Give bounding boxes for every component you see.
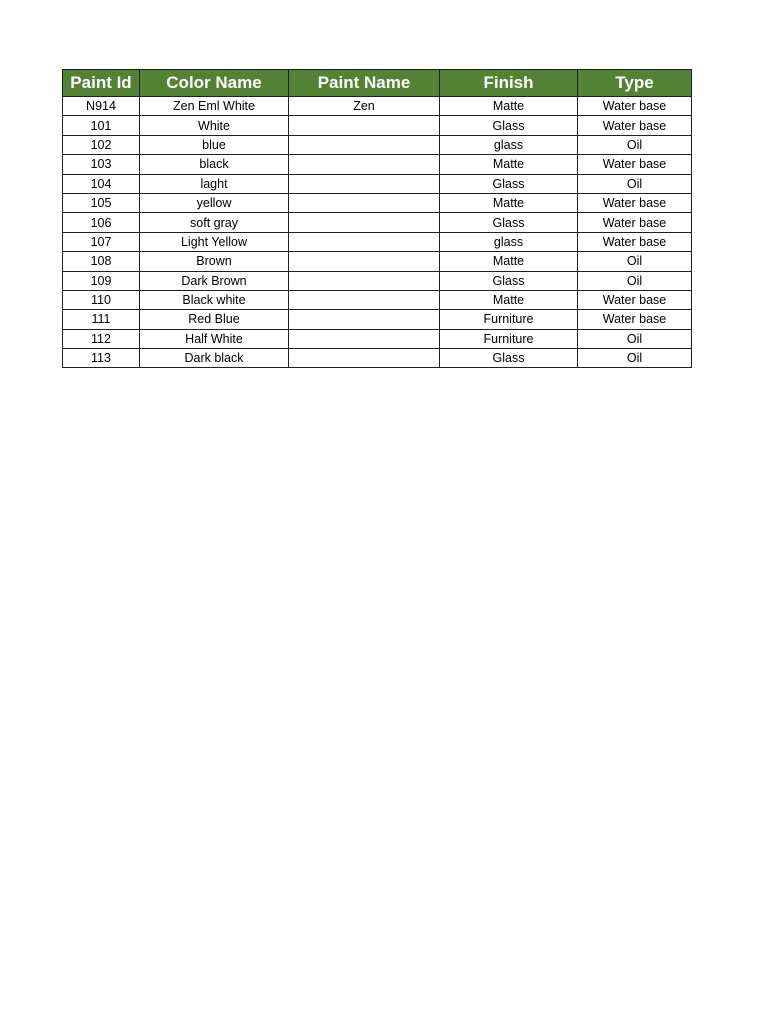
cell-type[interactable]: Water base — [578, 116, 692, 135]
header-finish[interactable]: Finish — [440, 70, 578, 97]
cell-color-name[interactable]: soft gray — [140, 213, 289, 232]
cell-color-name[interactable]: laght — [140, 174, 289, 193]
cell-color-name[interactable]: Dark Brown — [140, 271, 289, 290]
cell-color-name[interactable]: Zen Eml White — [140, 97, 289, 116]
cell-paint-name[interactable] — [289, 135, 440, 154]
cell-finish[interactable]: Matte — [440, 193, 578, 212]
cell-finish[interactable]: Glass — [440, 349, 578, 368]
table-row — [63, 252, 692, 271]
cell-finish[interactable]: Glass — [440, 271, 578, 290]
cell-color-name[interactable]: Half White — [140, 329, 289, 348]
cell-type[interactable]: Oil — [578, 252, 692, 271]
cell-paint-id[interactable]: 111 — [63, 310, 140, 329]
cell-color-name[interactable]: Red Blue — [140, 310, 289, 329]
cell-type[interactable]: Oil — [578, 135, 692, 154]
cell-type[interactable]: Oil — [578, 349, 692, 368]
cell-paint-name[interactable] — [289, 155, 440, 174]
cell-color-name[interactable]: black — [140, 155, 289, 174]
cell-finish[interactable]: Glass — [440, 174, 578, 193]
cell-paint-id[interactable]: 102 — [63, 135, 140, 154]
cell-finish[interactable]: Glass — [440, 116, 578, 135]
cell-paint-id[interactable]: 112 — [63, 329, 140, 348]
header-paint-name[interactable]: Paint Name — [289, 70, 440, 97]
table-row — [63, 135, 692, 154]
cell-paint-id[interactable]: 107 — [63, 232, 140, 251]
cell-type[interactable]: Oil — [578, 329, 692, 348]
cell-paint-id[interactable]: 103 — [63, 155, 140, 174]
cell-paint-id[interactable]: N914 — [63, 97, 140, 116]
cell-paint-id[interactable]: 106 — [63, 213, 140, 232]
cell-finish[interactable]: Matte — [440, 155, 578, 174]
cell-paint-name[interactable] — [289, 329, 440, 348]
table-row — [63, 193, 692, 212]
cell-paint-id[interactable]: 109 — [63, 271, 140, 290]
table-row — [63, 213, 692, 232]
table-row — [63, 155, 692, 174]
header-paint-id[interactable]: Paint Id — [63, 70, 140, 97]
cell-paint-name[interactable] — [289, 213, 440, 232]
cell-paint-name[interactable] — [289, 310, 440, 329]
table-row — [63, 349, 692, 368]
cell-paint-name[interactable] — [289, 252, 440, 271]
spreadsheet-page — [62, 69, 692, 368]
cell-type[interactable]: Water base — [578, 155, 692, 174]
cell-paint-name[interactable] — [289, 349, 440, 368]
table-row — [63, 232, 692, 251]
table-body — [63, 97, 692, 368]
cell-finish[interactable]: Glass — [440, 213, 578, 232]
cell-paint-id[interactable]: 101 — [63, 116, 140, 135]
table-row — [63, 97, 692, 116]
cell-finish[interactable]: Furniture — [440, 329, 578, 348]
table-row — [63, 271, 692, 290]
paint-table — [62, 69, 692, 368]
cell-color-name[interactable]: yellow — [140, 193, 289, 212]
cell-type[interactable]: Oil — [578, 174, 692, 193]
cell-color-name[interactable]: blue — [140, 135, 289, 154]
cell-paint-id[interactable]: 113 — [63, 349, 140, 368]
cell-type[interactable]: Water base — [578, 97, 692, 116]
table-row — [63, 310, 692, 329]
cell-paint-name[interactable]: Zen — [289, 97, 440, 116]
cell-finish[interactable]: Matte — [440, 290, 578, 309]
header-row — [63, 70, 692, 97]
cell-paint-name[interactable] — [289, 193, 440, 212]
cell-finish[interactable]: glass — [440, 135, 578, 154]
cell-type[interactable]: Water base — [578, 232, 692, 251]
cell-color-name[interactable]: Dark black — [140, 349, 289, 368]
cell-paint-name[interactable] — [289, 116, 440, 135]
cell-finish[interactable]: Matte — [440, 97, 578, 116]
cell-type[interactable]: Water base — [578, 193, 692, 212]
cell-type[interactable]: Water base — [578, 213, 692, 232]
cell-type[interactable]: Water base — [578, 310, 692, 329]
cell-color-name[interactable]: Light Yellow — [140, 232, 289, 251]
header-type[interactable]: Type — [578, 70, 692, 97]
cell-finish[interactable]: Furniture — [440, 310, 578, 329]
cell-finish[interactable]: Matte — [440, 252, 578, 271]
cell-paint-name[interactable] — [289, 232, 440, 251]
cell-color-name[interactable]: White — [140, 116, 289, 135]
cell-type[interactable]: Oil — [578, 271, 692, 290]
table-row — [63, 116, 692, 135]
cell-paint-id[interactable]: 104 — [63, 174, 140, 193]
cell-paint-id[interactable]: 110 — [63, 290, 140, 309]
table-row — [63, 174, 692, 193]
cell-color-name[interactable]: Black white — [140, 290, 289, 309]
cell-color-name[interactable]: Brown — [140, 252, 289, 271]
table-row — [63, 329, 692, 348]
cell-paint-name[interactable] — [289, 271, 440, 290]
cell-paint-name[interactable] — [289, 174, 440, 193]
cell-type[interactable]: Water base — [578, 290, 692, 309]
table-row — [63, 290, 692, 309]
header-color-name[interactable]: Color Name — [140, 70, 289, 97]
cell-paint-id[interactable]: 105 — [63, 193, 140, 212]
cell-paint-id[interactable]: 108 — [63, 252, 140, 271]
cell-finish[interactable]: glass — [440, 232, 578, 251]
cell-paint-name[interactable] — [289, 290, 440, 309]
